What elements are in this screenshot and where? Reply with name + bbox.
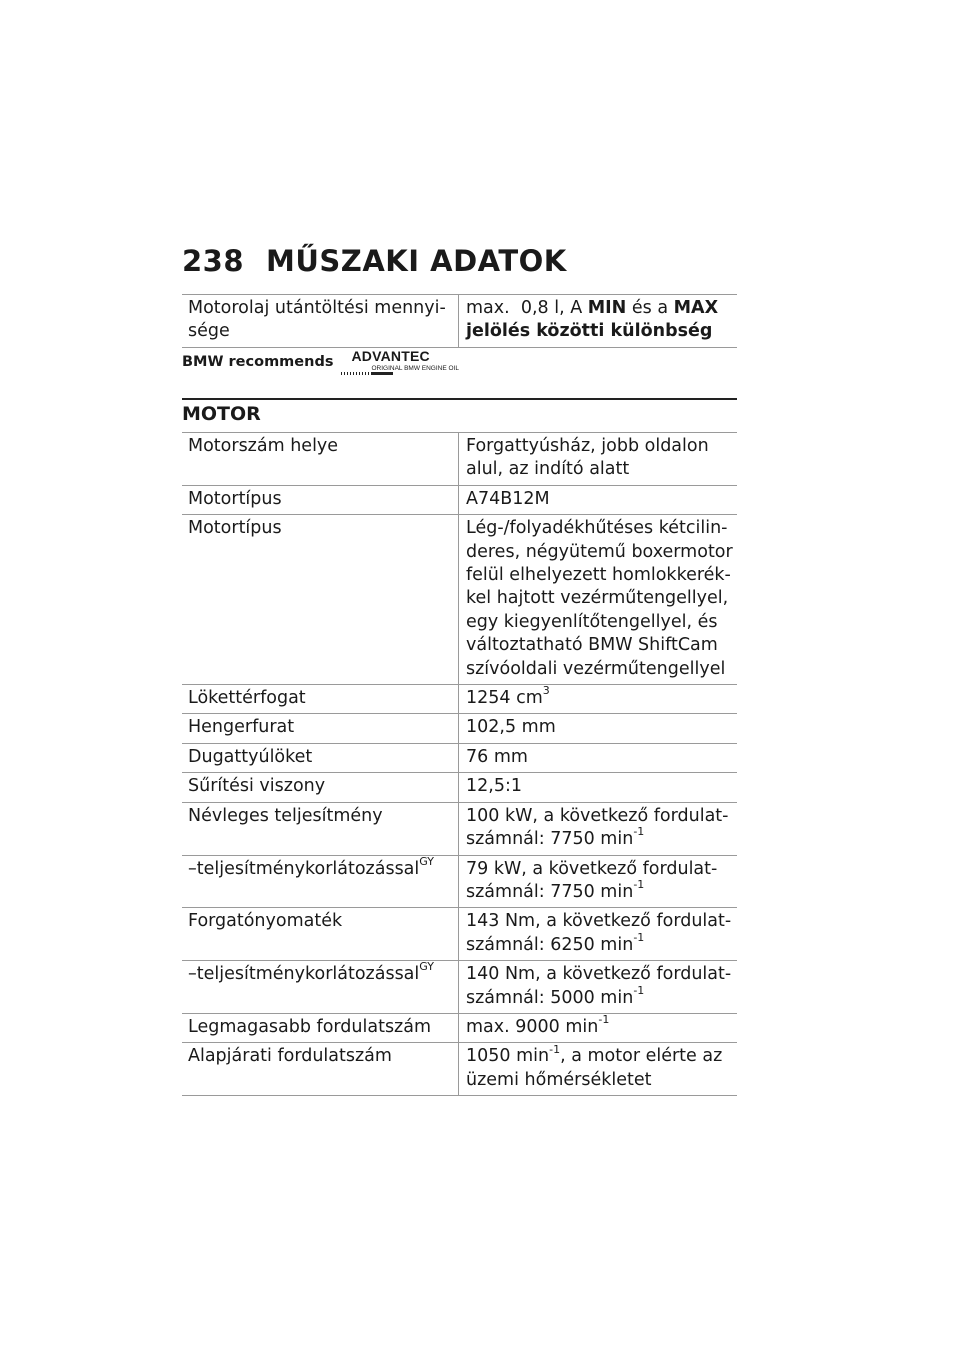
spec-key bbox=[182, 773, 459, 801]
spec-value bbox=[459, 961, 737, 1013]
table-row bbox=[182, 486, 737, 515]
spec-key-text: Alapjárati fordulatszám bbox=[188, 1046, 392, 1067]
spec-key bbox=[182, 908, 459, 960]
spec-value bbox=[459, 486, 737, 514]
spec-value bbox=[459, 1043, 737, 1095]
spec-value-text: Forgattyúsház, jobb oldalon alul, az indító alatt bbox=[466, 436, 709, 480]
unit-exponent: -1 bbox=[633, 930, 645, 944]
spec-value-text: 76 mm bbox=[466, 746, 528, 767]
spec-value bbox=[459, 908, 737, 960]
page-number: 238 bbox=[182, 244, 245, 278]
spec-value-text: 100 kW, a következő fordulat- számnál: 7750 min bbox=[466, 805, 729, 850]
recommend-label: BMW recommends bbox=[182, 354, 334, 370]
table-row bbox=[182, 908, 737, 961]
spec-value bbox=[459, 1014, 737, 1042]
table-row bbox=[182, 1043, 737, 1096]
oil-value-text: max. 0,8 l, A bbox=[466, 298, 588, 318]
spec-key-text: Motortípus bbox=[188, 488, 282, 509]
section-heading-motor: MOTOR bbox=[182, 398, 737, 428]
logo-subtitle: ORIGINAL BMW ENGINE OIL bbox=[371, 365, 459, 372]
spec-key-text: Lökettérfogat bbox=[188, 688, 306, 709]
spec-value bbox=[459, 773, 737, 801]
spec-key-text: Hengerfurat bbox=[188, 717, 295, 738]
motor-table bbox=[182, 432, 737, 1096]
oil-value-and: és a bbox=[626, 298, 674, 318]
table-row bbox=[182, 856, 737, 909]
table-row bbox=[182, 714, 737, 743]
spec-value-text: 1254 cm bbox=[466, 688, 543, 709]
spec-value bbox=[459, 515, 737, 684]
unit-exponent: -1 bbox=[633, 825, 645, 839]
logo-bar bbox=[371, 372, 393, 375]
table-row bbox=[182, 432, 737, 486]
country-code-sup: GY bbox=[419, 960, 434, 974]
spec-key-text: Dugattyúlöket bbox=[188, 746, 313, 767]
spec-value-text: Lég-/folyadékhűtéses kétcilin- deres, négyütemű boxermotor felül elhelyezett homlokkerék- kel hajtott vezérműtengellyel, egy kiegyenlítőtengellyel, és változtatható BMW ShiftCam szívóoldali vezérműtengellyel bbox=[466, 518, 733, 679]
spec-key bbox=[182, 486, 459, 514]
page-title bbox=[182, 244, 567, 278]
unit-exponent: -1 bbox=[633, 983, 645, 997]
spec-key bbox=[182, 433, 459, 485]
oil-table bbox=[182, 294, 737, 348]
spec-key bbox=[182, 1043, 459, 1095]
spec-key-text: –teljesítménykorlátozással bbox=[188, 964, 420, 985]
table-row bbox=[182, 961, 737, 1014]
unit-exponent: -1 bbox=[633, 878, 645, 892]
spec-key bbox=[182, 856, 459, 908]
spec-value-text: 143 Nm, a következő fordulat- számnál: 6250 min bbox=[466, 911, 732, 955]
spec-value-text: 12,5:1 bbox=[466, 776, 522, 797]
spec-key: Motorolaj utántöltési mennyi- sége bbox=[182, 295, 459, 347]
spec-key-text: Motorszám helye bbox=[188, 436, 339, 456]
spec-value-tail: , a motor elérte az üzemi hőmérsékletet bbox=[466, 1046, 723, 1090]
chapter-title: MŰSZAKI ADATOK bbox=[266, 244, 567, 278]
advantec-logo bbox=[341, 348, 459, 376]
table-row bbox=[182, 773, 737, 802]
spec-value bbox=[459, 685, 737, 713]
spec-key bbox=[182, 1014, 459, 1042]
table-row bbox=[182, 685, 737, 714]
spec-key-text: Motortípus bbox=[188, 518, 282, 539]
oil-value-tail: jelölés közötti különbség bbox=[466, 321, 713, 342]
logo-brand: ADVANTEC bbox=[351, 348, 430, 364]
spec-key bbox=[182, 744, 459, 772]
spec-value-text: 1050 min bbox=[466, 1046, 550, 1067]
table-row bbox=[182, 744, 737, 773]
table-row bbox=[182, 1014, 737, 1043]
spec-key-text: Forgatónyomaték bbox=[188, 911, 343, 932]
spec-key-text: Sűrítési viszony bbox=[188, 776, 326, 797]
spec-key-text: –teljesítménykorlátozással bbox=[188, 858, 420, 879]
spec-value bbox=[459, 744, 737, 772]
spec-key bbox=[182, 803, 459, 855]
unit-exponent: -1 bbox=[549, 1042, 561, 1056]
spec-value bbox=[459, 433, 737, 485]
spec-key bbox=[182, 961, 459, 1013]
spec-key bbox=[182, 685, 459, 713]
spec-value-text: 140 Nm, a következő fordulat- számnál: 5000 min bbox=[466, 964, 732, 1008]
spec-value bbox=[459, 856, 737, 908]
unit-exponent: -1 bbox=[598, 1013, 610, 1027]
table-row bbox=[182, 803, 737, 856]
spec-value-text: max. 9000 min bbox=[466, 1016, 599, 1037]
max-mark: MAX bbox=[673, 298, 719, 318]
spec-key bbox=[182, 714, 459, 742]
spec-value bbox=[459, 295, 737, 347]
spec-value bbox=[459, 714, 737, 742]
country-code-sup: GY bbox=[419, 854, 434, 868]
spec-value-text: 102,5 mm bbox=[466, 717, 556, 738]
unit-exponent: 3 bbox=[542, 684, 550, 698]
spec-key-text: Névleges teljesítmény bbox=[188, 805, 383, 826]
spec-value bbox=[459, 803, 737, 855]
table-row bbox=[182, 515, 737, 685]
spec-key-text: Legmagasabb fordulatszám bbox=[188, 1016, 432, 1037]
min-mark: MIN bbox=[587, 298, 627, 318]
table-row bbox=[182, 294, 737, 348]
recommendation bbox=[182, 348, 459, 376]
spec-value-text: A74B12M bbox=[466, 488, 550, 509]
spec-value-text: 79 kW, a következő fordulat- számnál: 7750 min bbox=[466, 858, 718, 902]
spec-key bbox=[182, 515, 459, 684]
